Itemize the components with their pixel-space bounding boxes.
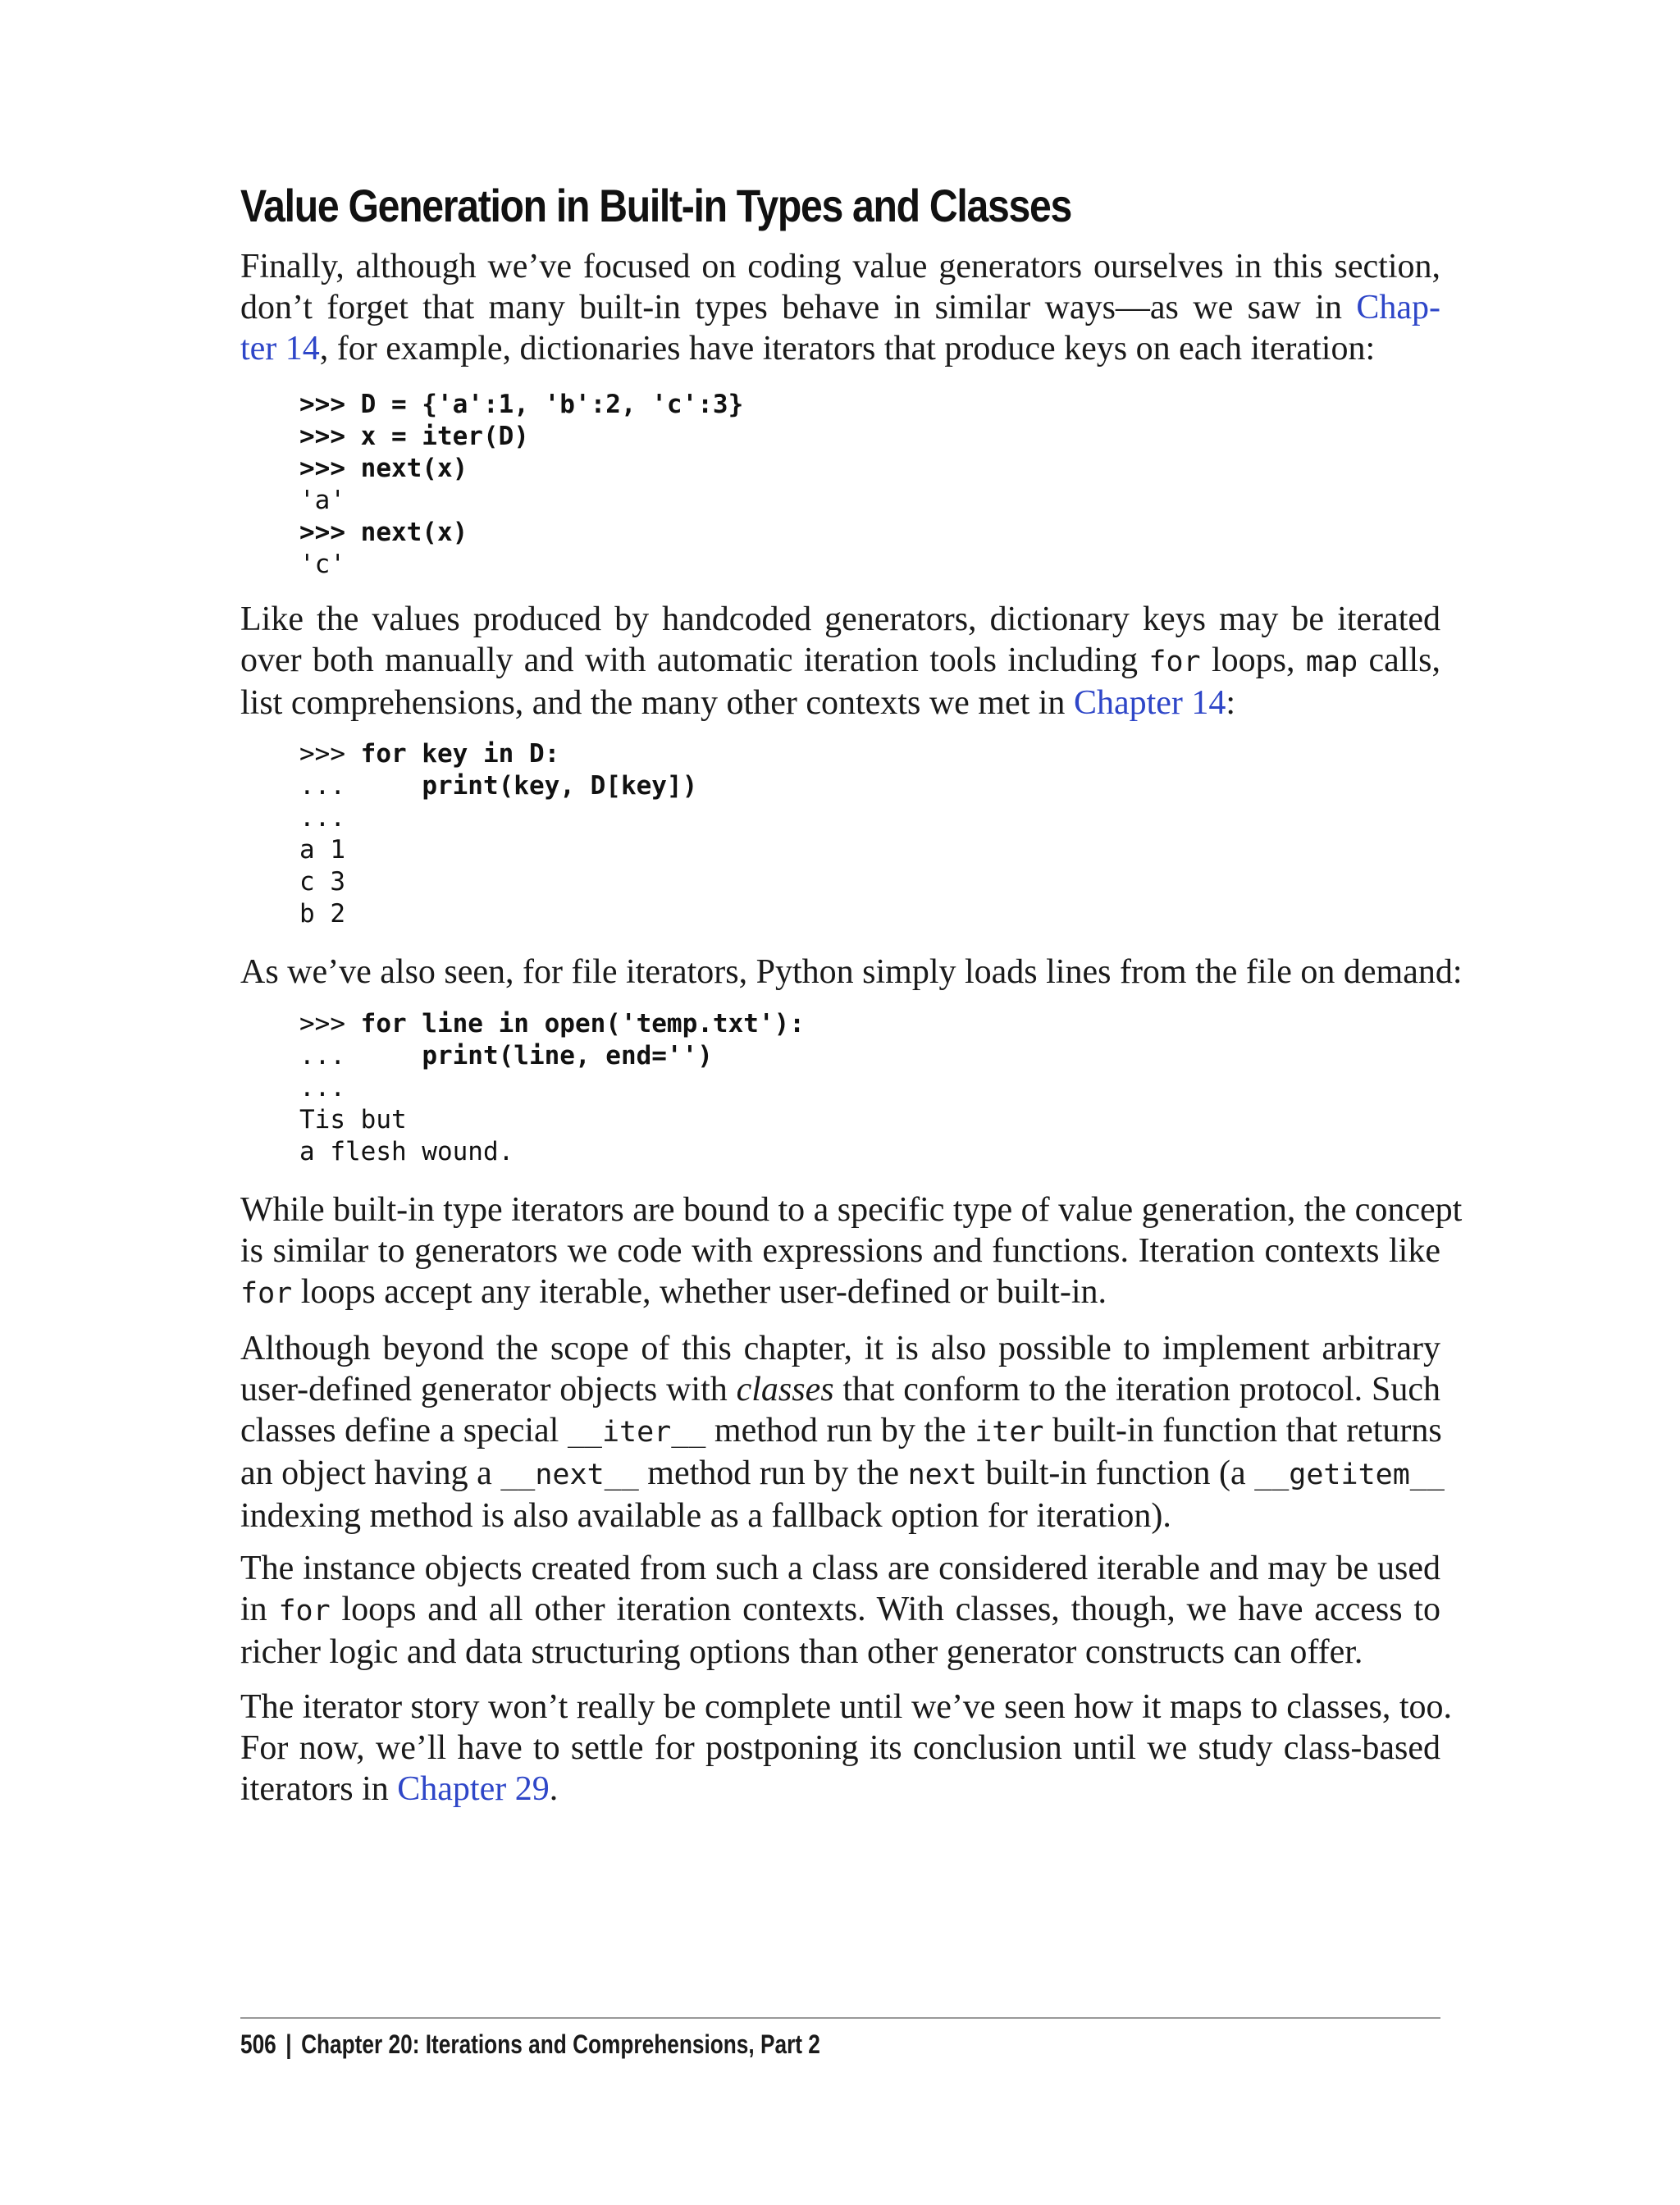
inline-code: for <box>1148 646 1201 678</box>
code-output-line: c 3 <box>299 867 345 897</box>
text-span: iterators in <box>240 1770 398 1808</box>
page-number: 506 <box>240 2029 276 2059</box>
text-line <box>240 328 1440 369</box>
code-output-line: 'c' <box>299 550 345 579</box>
code-output-line: b 2 <box>299 899 345 929</box>
inline-code: __getitem__ <box>1254 1459 1445 1491</box>
text-line <box>240 1548 1440 1589</box>
code-line: >>> next(x) <box>299 518 468 547</box>
text-line <box>240 246 1440 287</box>
code-line: for line in open('temp.txt'): <box>360 1009 805 1039</box>
paragraph-builtin-iterators <box>240 1189 1463 1314</box>
text-span: is similar to generators we code with expressions and functions. Iteration contexts like <box>240 1232 1440 1270</box>
code-line: >>> D = {'a':1, 'b':2, 'c':3} <box>299 390 744 419</box>
text-line <box>240 1369 1440 1410</box>
text-span: over both manually and with automatic iteration tools including <box>240 641 1149 679</box>
text-span: While built-in type iterators are bound to a specific type of value generation, the concept <box>240 1191 1463 1229</box>
text-span: . <box>549 1770 559 1808</box>
text-span: Like the values produced by handcoded generators, dictionary keys may be iterated <box>240 600 1440 638</box>
prompt: >>> <box>299 1009 361 1039</box>
inline-code: next <box>907 1459 977 1491</box>
text-span: indexing method is also available as a fallback option for iteration). <box>240 1497 1171 1535</box>
text-line <box>240 640 1440 682</box>
text-span: that conform to the iteration protocol. Such <box>833 1371 1440 1408</box>
code-output-line: a 1 <box>299 835 345 865</box>
chapter-29-link[interactable]: Chapter 29 <box>397 1770 550 1808</box>
text-span: Although beyond the scope of this chapter, it is also possible to implement arbitrary <box>240 1330 1440 1367</box>
text-span: list comprehensions, and the many other contexts we met in <box>240 684 1074 722</box>
text-span: loops, <box>1200 641 1306 679</box>
text-span: don’t forget that many built-in types behave in similar ways—as we saw in <box>240 289 1357 326</box>
text-span: , for example, dictionaries have iterators that produce keys on each iteration: <box>319 330 1376 368</box>
text-span: : <box>1226 684 1236 722</box>
code-line: for key in D: <box>360 739 560 769</box>
text-span: built-in function (a <box>976 1454 1255 1492</box>
code-block-dict-iter <box>299 389 743 581</box>
code-output-line: 'a' <box>299 486 345 515</box>
code-block-for-loop <box>299 738 697 930</box>
text-line <box>240 1230 1440 1271</box>
footer-divider <box>240 2017 1440 2019</box>
text-line <box>240 1728 1440 1769</box>
paragraph-instance-objects <box>240 1548 1440 1673</box>
text-span: loops and all other iteration contexts. With classes, though, we have access to <box>330 1591 1440 1628</box>
page-footer <box>240 2029 820 2060</box>
text-span: As we’ve also seen, for file iterators, Python simply loads lines from the file on demand: <box>240 953 1463 991</box>
text-span: an object having a <box>240 1454 501 1492</box>
inline-code: __iter__ <box>567 1416 706 1449</box>
text-span: Finally, although we’ve focused on coding value generators ourselves in this section, <box>240 248 1440 285</box>
text-span: in <box>240 1591 279 1628</box>
inline-code: __next__ <box>500 1459 639 1491</box>
text-line <box>240 682 1440 724</box>
text-span: classes define a special <box>240 1412 568 1449</box>
inline-code: map <box>1305 646 1358 678</box>
emphasis: classes <box>736 1371 834 1408</box>
inline-code: iter <box>975 1416 1044 1449</box>
text-span: richer logic and data structuring options than other generator constructs can offer. <box>240 1633 1363 1671</box>
section-title: Value Generation in Built-in Types and Classes <box>240 180 1071 231</box>
text-span: The instance objects created from such a class are considered iterable and may be used <box>240 1550 1440 1587</box>
text-span: calls, <box>1358 641 1441 679</box>
paragraph-file-iterators <box>240 952 1463 993</box>
text-span: loops accept any iterable, whether user-defined or built-in. <box>292 1273 1107 1311</box>
prompt: >>> <box>299 739 361 769</box>
text-line <box>240 1687 1452 1728</box>
text-span: For now, we’ll have to settle for postponing its conclusion until we study class-based <box>240 1729 1440 1767</box>
text-line <box>240 1632 1440 1673</box>
text-line <box>240 1189 1463 1230</box>
text-line <box>240 1328 1440 1369</box>
text-span: The iterator story won’t really be complete until we’ve seen how it maps to classes, too. <box>240 1688 1452 1726</box>
text-line <box>240 1410 1440 1453</box>
paragraph-dict-keys <box>240 599 1440 724</box>
prompt: ... <box>299 1041 422 1071</box>
paragraph-classes <box>240 1328 1445 1536</box>
chapter-14-link-cont[interactable]: ter 14 <box>240 330 320 368</box>
prompt: ... <box>299 771 422 801</box>
inline-code: for <box>278 1595 331 1628</box>
paragraph-intro <box>240 246 1440 369</box>
text-line <box>240 1453 1445 1495</box>
text-span: method run by the <box>705 1412 975 1449</box>
text-line <box>240 1271 1440 1314</box>
footer-chapter-title: Chapter 20: Iterations and Comprehensions, Part 2 <box>301 2029 820 2059</box>
code-output-line: Tis but <box>299 1105 407 1134</box>
prompt: ... <box>299 1073 345 1102</box>
code-line: >>> next(x) <box>299 454 468 483</box>
prompt: ... <box>299 803 345 833</box>
text-line <box>240 1769 1440 1810</box>
code-output-line: a flesh wound. <box>299 1137 514 1166</box>
text-span: user-defined generator objects with <box>240 1371 737 1408</box>
text-line <box>240 287 1440 328</box>
chapter-14-link[interactable]: Chap- <box>1356 289 1440 326</box>
text-line <box>240 1589 1440 1632</box>
code-line: print(line, end='') <box>422 1041 713 1071</box>
code-line: print(key, D[key]) <box>422 771 698 801</box>
text-line <box>240 1495 1440 1536</box>
text-span: method run by the <box>638 1454 908 1492</box>
chapter-14-link-2[interactable]: Chapter 14 <box>1073 684 1226 722</box>
text-span: built-in function that returns <box>1043 1412 1442 1449</box>
text-line <box>240 952 1463 993</box>
text-line <box>240 599 1440 640</box>
paragraph-iterator-story <box>240 1687 1452 1810</box>
inline-code: for <box>240 1277 293 1310</box>
code-block-file-loop <box>299 1008 805 1168</box>
code-line: >>> x = iter(D) <box>299 422 529 451</box>
footer-separator: | <box>285 2029 292 2059</box>
